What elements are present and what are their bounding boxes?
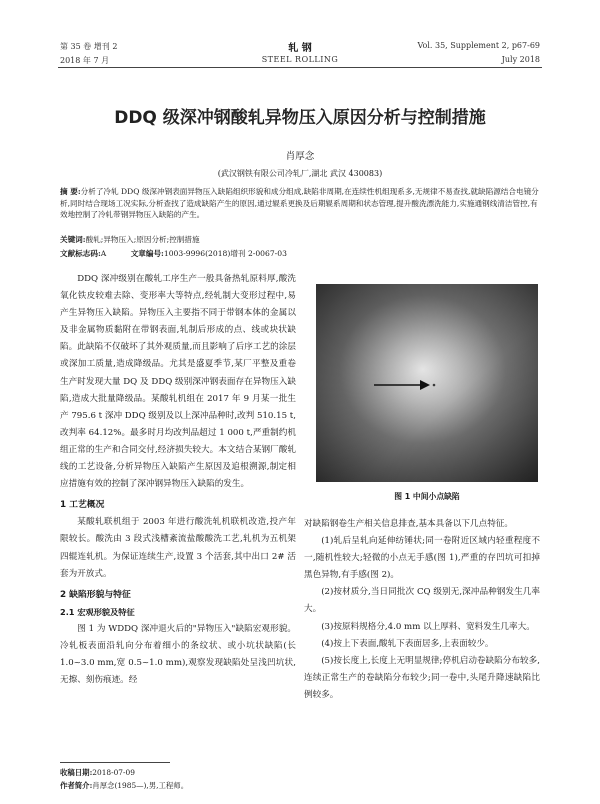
feature-item-1: (1)轧后呈轧向延伸纺锤状;同一卷附近区域内轻重程度不一,随机性较大;轻微的小点无手感(图 1),严重的存凹坑可扣掉黑色异物,有手感(图 2)。	[304, 536, 540, 581]
received-date	[60, 766, 188, 779]
clc-label: 文献标志码:	[60, 249, 101, 258]
feature-item-2: (2)按材质分,当日同批次 CQ 级别无,深冲品种钢发生几率大。	[304, 587, 540, 615]
footnote	[60, 766, 188, 792]
keywords-text: 酸轧;异物压入;原因分析;控制措施	[85, 235, 200, 244]
header-date-en: July 2018	[501, 55, 540, 64]
received-label: 收稿日期:	[60, 768, 93, 777]
header-journal-en: STEEL ROLLING	[261, 55, 339, 64]
section-2-1-paragraph: 图 1 为 WDDQ 深冲退火后的"异物压入"缺陷宏观形貌。冷轧板表面沿轧向分布着细小的条纹状、或小坑状缺陷(长 1.0~3.0 mm,宽 0.5~1.0 mm),观察发现缺陷处呈浅凹坑状,无擦、刻伤痕迹。经	[60, 623, 296, 686]
paper-title: DDQ 级深冲钢酸轧异物压入原因分析与控制措施	[114, 108, 486, 128]
feature-item-4: (4)按上下表面,酸轧下表面居多,上表面较少。	[321, 638, 494, 649]
section-1-paragraph: 某酸轧联机组于 2003 年进行酸洗轧机联机改造,投产年限较长。酸洗由 3 段式浅槽紊流盐酸酸洗工艺,轧机为五机架四辊连轧机。为保证连续生产,设置 3 个活套,其中出口 2# 活套为开放式。	[60, 517, 296, 579]
keywords-label: 关键词:	[60, 235, 86, 244]
author-affiliation: (武汉钢铁有限公司冷轧厂,湖北 武汉 430083)	[217, 169, 383, 178]
clc-value: A	[100, 249, 107, 258]
feature-item-5: (5)按长度上,长度上无明显规律;停机启动卷缺陷分布较多,连续正常生产的卷缺陷分布较少;同一卷中,头尾升降速缺陷比例较多。	[304, 655, 540, 700]
header-rule	[58, 67, 542, 68]
figure-1-caption: 图 1 中间小点缺陷	[394, 492, 460, 501]
footnote-rule	[60, 762, 170, 763]
section-2-1-heading: 2.1 宏观形貌及特征	[60, 606, 135, 617]
header-volume-en: Vol. 35, Supplement 2, p67-69	[417, 41, 540, 50]
author-bio	[60, 779, 188, 792]
right-intro: 对缺陷钢卷生产相关信息排查,基本具备以下几点特征。	[304, 519, 513, 529]
defect-micrograph	[316, 284, 538, 482]
classification	[60, 248, 542, 259]
author-name: 肖厚念	[285, 151, 315, 162]
abstract-text: 分析了冷轧 DDQ 级深冲钢表面异物压入缺陷组织形貌和成分组成,缺陷非周期,在连续性机组现系多,无规律不易查找,就缺陷源结合电镜分析,同时结合现场工况实际,分析查找了造成缺陷产生的原因,通过辊系更换及后期辊系周期和状态管理,提升酸洗漂洗能力,实施通钢线清洁管控,有效地控制了冷轧带钢异物压入缺陷的产生。	[60, 187, 539, 219]
photo-shading	[316, 284, 538, 482]
feature-item-3: (3)按原料规格分,4.0 mm 以上厚料、宽料发生几率大。	[321, 621, 535, 632]
author-bio-label: 作者简介:	[60, 781, 93, 790]
section-2-heading: 2 缺陷形貌与特征	[60, 589, 131, 600]
header-journal-cn: 轧 钢	[288, 43, 312, 54]
received-value: 2018-07-09	[92, 768, 135, 777]
section-1-heading: 1 工艺概况	[60, 500, 105, 511]
article-id-value: 1003-9996(2018)增刊 2-0067-03	[163, 249, 287, 258]
figure-1-photo	[316, 284, 538, 482]
header-volume-cn: 第 35 卷 增刊 2	[60, 42, 118, 51]
defect-dot	[433, 384, 436, 387]
right-column	[304, 516, 540, 704]
header-date-cn: 2018 年 7 月	[60, 56, 110, 65]
abstract	[60, 186, 542, 221]
left-column	[60, 271, 296, 689]
abstract-label: 摘 要:	[60, 187, 81, 196]
author-bio-value: 肖厚念(1985—),男,工程师。	[92, 781, 189, 790]
keywords	[60, 234, 542, 245]
article-id-label: 文章编号:	[130, 249, 164, 258]
intro-paragraph: DDQ 深冲级别在酸轧工序生产一般具备热轧原料厚,酸洗氧化铁皮较难去除、变形率大等特点,经轧制大变形过程中,易产生异物压入缺陷。异物压入主要指不同于带钢本体的金属以及非金属物质黏附在带钢表面,轧制后形成的点、线或块状缺陷。此缺陷不仅破坏了其外观质量,而且影响了后序工艺的涂层或深加工质量,造成降级品。尤其是盛夏季节,某厂平整及重卷生产时发现大量 DQ 及 DDQ 级别深冲钢表面存在异物压入缺陷,造成大批量降级品。某酸轧机组在 2017 年 9 月某一批生产 795.6 t 深冲 DDQ 级别及以上深冲品种时,改判 510.15 t,改判率 64.12%。最多时月均改判品超过 1 000 t,严重制约机组正常的生产和合同交付,经济损失较大。本文结合某钢厂酸轧线的工艺设备,分析异物压入缺陷产生原因及追根溯源,制定相应措施有效的控制了深冲钢异物压入缺陷的发生。	[60, 274, 296, 490]
